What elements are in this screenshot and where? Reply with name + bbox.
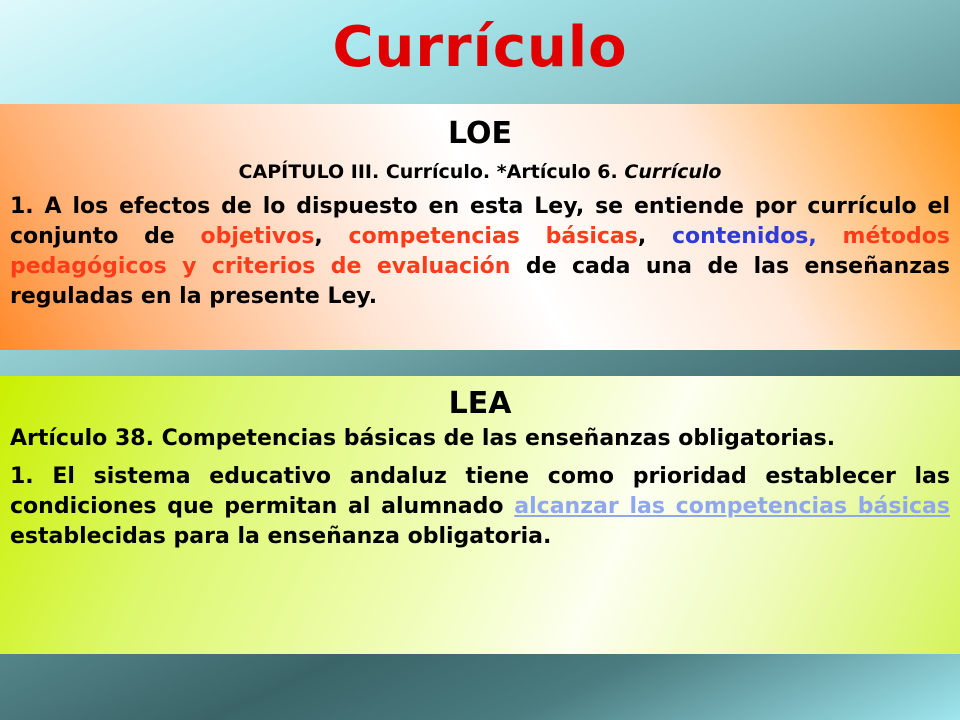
loe-paragraph <box>10 192 950 312</box>
lea-heading: LEA <box>448 386 512 421</box>
loe-term-contenidos: contenidos, <box>671 224 817 249</box>
loe-separator-1: , <box>314 224 349 249</box>
loe-term-metodos: métodos pedagógicos y criterios de evaluación <box>10 224 950 279</box>
loe-panel <box>0 104 960 350</box>
loe-term-competencias: competencias básicas <box>348 224 638 249</box>
loe-separator-2: , <box>637 224 672 249</box>
slide-title: Currículo <box>332 15 628 80</box>
loe-chapter-italic: Currículo <box>624 161 722 183</box>
loe-separator-3 <box>817 224 843 249</box>
lea-paragraph <box>10 462 950 552</box>
loe-chapter-text: CAPÍTULO III. Currículo. *Artículo 6. <box>238 161 618 183</box>
loe-term-objetivos: objetivos <box>200 224 315 249</box>
loe-chapter-reference <box>10 158 950 186</box>
lea-article-title: Artículo 38. Competencias básicas de las enseñanzas obligatorias. <box>10 426 836 451</box>
lea-paragraph-outro: establecidas para la enseñanza obligatoria. <box>10 524 552 549</box>
loe-heading: LOE <box>447 116 513 151</box>
loe-paragraph-outro: de cada una de las enseñanzas reguladas en la presente Ley. <box>10 254 950 309</box>
lea-paragraph-intro: 1. El sistema educativo andaluz tiene como prioridad establecer las condiciones que permitan al alumnado <box>10 464 950 519</box>
loe-paragraph-intro: 1. A los efectos de lo dispuesto en esta Ley, se entiende por currículo el conjunto de <box>10 194 950 249</box>
lea-competencias-link[interactable]: alcanzar las competencias básicas <box>514 494 950 519</box>
lea-panel <box>0 376 960 654</box>
